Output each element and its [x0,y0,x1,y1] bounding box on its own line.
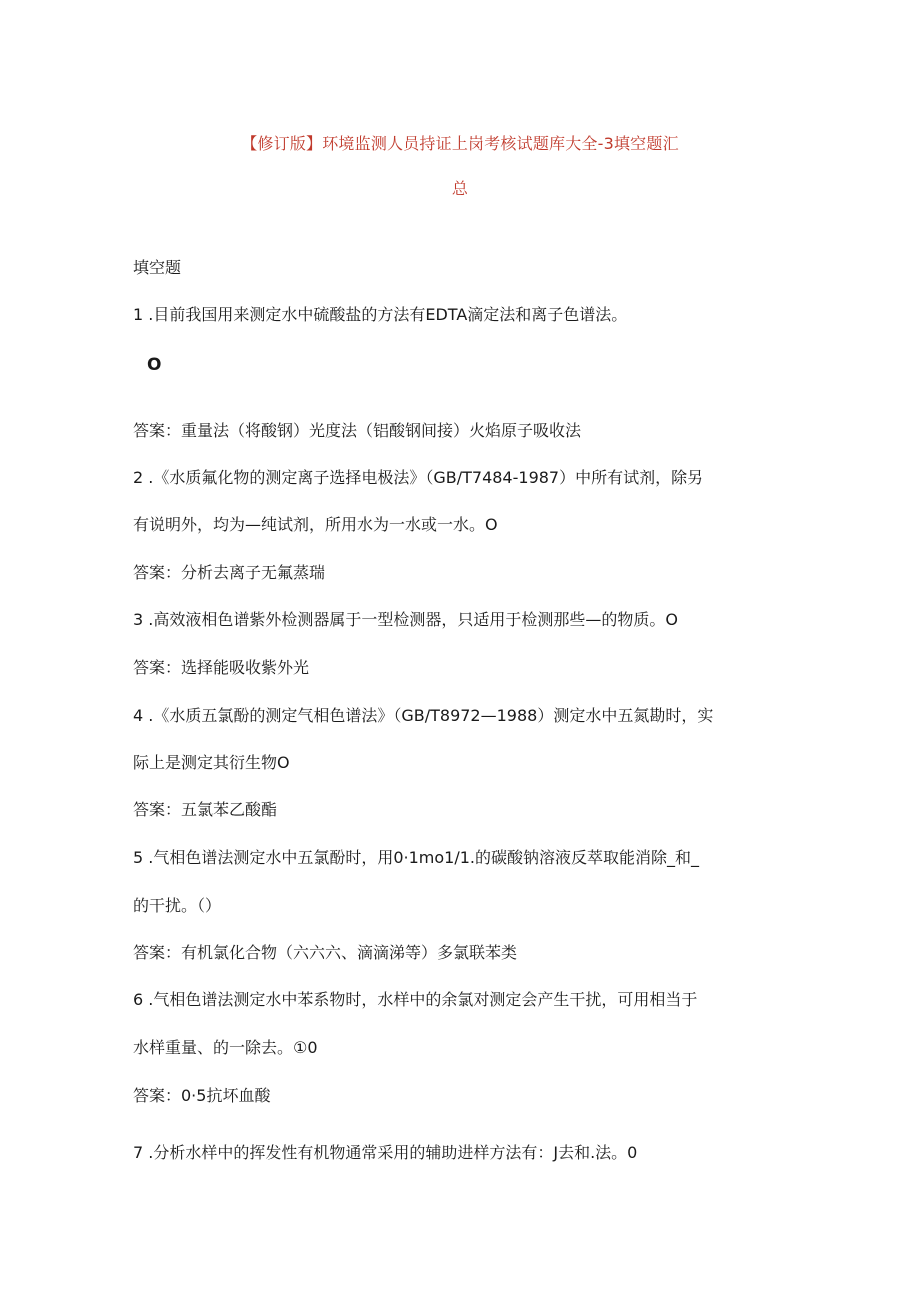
question-4-line-2: 际上是测定其衍生物O [133,753,290,772]
question-5-line-2: 的干扰。（） [133,896,222,915]
answer-5: 答案：有机氯化合物（六六六、滴滴涕等）多氯联苯类 [133,943,518,962]
answer-2: 答案：分析去离子无氟蒸瑞 [133,563,326,582]
section-heading: 填空题 [133,258,182,277]
question-2-line-1: 2 .《水质氟化物的测定离子选择电极法》（GB/T7484-1987）中所有试剂，除另 [133,468,704,487]
answer-4: 答案：五氯苯乙酸酯 [133,800,278,819]
answer-1: 答案：重量法（将酸钢）光度法（铝酸钢间接）火焰原子吸收法 [133,421,582,440]
question-6-line-2: 水样重量、的一除去。①0 [133,1038,318,1057]
question-7: 7 .分析水样中的挥发性有机物通常采用的辅助进样方法有：J去和.法。0 [133,1143,638,1162]
question-5-line-1: 5 .气相色谱法测定水中五氯酚时，用0·1mo1∕1.的碳酸钠溶液反萃取能消除_和_ [133,848,700,867]
stray-mark: O [147,355,162,375]
answer-6: 答案：0·5抗坏血酸 [133,1086,271,1105]
document-title-line-1: 【修订版】环境监测人员持证上岗考核试题库大全-3填空题汇 [241,134,679,153]
question-3: 3 .高效液相色谱紫外检测器属于一型检测器，只适用于检测那些—的物质。O [133,610,678,629]
document-title-line-2: 总 [451,179,469,198]
answer-3: 答案：选择能吸收紫外光 [133,658,310,677]
question-1: 1 .目前我国用来测定水中硫酸盐的方法有EDTA滴定法和离子色谱法。 [133,305,628,324]
question-2-line-2: 有说明外，均为—纯试剂，所用水为一水或一水。O [133,515,498,534]
question-4-line-1: 4 .《水质五氯酚的测定气相色谱法》（GB/T8972—1988）测定水中五氮勘时，实 [133,706,714,725]
question-6-line-1: 6 .气相色谱法测定水中苯系物时，水样中的余氯对测定会产生干扰，可用相当于 [133,990,698,1009]
